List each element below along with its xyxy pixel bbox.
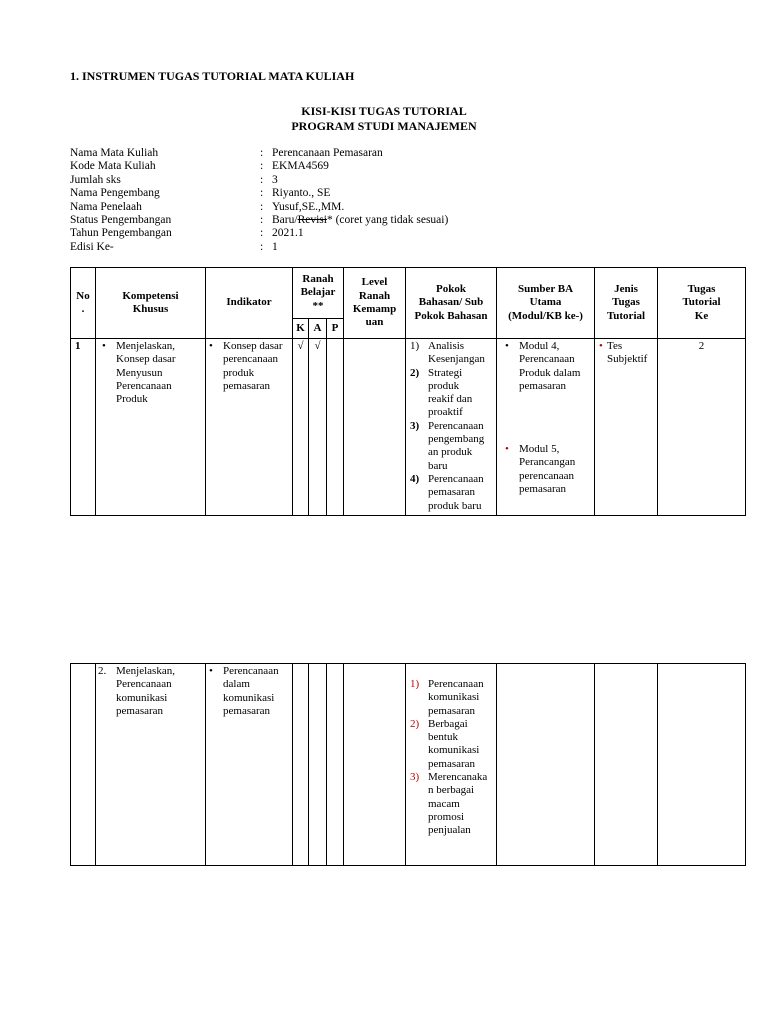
kisi-kisi-table-continued — [70, 663, 746, 866]
meta-row: Nama Penelaah : Yusuf,SE.,MM. — [70, 200, 345, 213]
meta-row: Nama Mata Kuliah : Perencanaan Pemasaran — [70, 147, 383, 159]
table-row — [71, 339, 746, 516]
cell-k — [293, 664, 309, 866]
cell-jenis-tugas: • Tes Subjektif — [595, 339, 658, 516]
header-no: No . — [71, 268, 96, 339]
cell-tugas-ke: 2 — [658, 339, 746, 516]
cell-a: √ — [309, 339, 327, 516]
header-sumber-ba: Sumber BA Utama (Modul/KB ke-) — [497, 268, 595, 339]
meta-row: Kode Mata Kuliah : EKMA4569 — [70, 160, 329, 173]
header-a: A — [309, 319, 327, 339]
header-tugas-ke: Tugas Tutorial Ke — [658, 268, 746, 339]
cell-jenis-tugas — [595, 664, 658, 866]
status-value: Baru/Revisi* (coret yang tidak sesuai) — [272, 214, 449, 227]
list-item: 3) Perencanaan pengembang an produk baru — [410, 419, 485, 472]
table-row — [71, 664, 746, 866]
course-metadata — [70, 147, 448, 254]
meta-row: Status Pengembangan : Baru/Revisi* (coret yang tidak sesuai) — [70, 214, 449, 227]
list-item: 3) Merencanaka n berbagai macam promosi penjualan — [410, 771, 488, 837]
list-item: 2) Berbagai bentuk komunikasi pemasaran — [410, 717, 480, 770]
list-item: 2) Strategi produk reakif dan proaktif — [410, 366, 473, 419]
header-indikator: Indikator — [206, 268, 293, 339]
document-title: KISI-KISI TUGAS TUTORIAL — [301, 104, 467, 118]
document-subtitle: PROGRAM STUDI MANAJEMEN — [291, 119, 477, 133]
list-item: 4) Perencanaan pemasaran produk baru — [410, 472, 484, 512]
header-ranah-belajar: Ranah Belajar ** — [293, 268, 344, 319]
header-pokok-bahasan: Pokok Bahasan/ Sub Pokok Bahasan — [406, 268, 497, 339]
section-heading: 1. INSTRUMEN TUGAS TUTORIAL MATA KULIAH — [70, 69, 355, 83]
cell-no: 1 — [71, 339, 96, 516]
cell-a — [309, 664, 327, 866]
cell-sumber-ba — [497, 664, 595, 866]
meta-row: Nama Pengembang : Riyanto., SE — [70, 187, 331, 200]
cell-sumber-ba: • Modul 4, Perencanaan Produk dalam pemasaran • Modul 5, Perancangan perencanaan pemasaran — [497, 339, 595, 516]
header-p: P — [327, 319, 344, 339]
cell-k: √ — [293, 339, 309, 516]
cell-indikator: • Perencanaan dalam komunikasi pemasaran — [206, 664, 293, 866]
header-k: K — [293, 319, 309, 339]
cell-p — [327, 339, 344, 516]
cell-tugas-ke — [658, 664, 746, 866]
meta-row: Tahun Pengembangan : 2021.1 — [70, 227, 304, 240]
list-item: 1) Perencanaan komunikasi pemasaran — [410, 678, 484, 717]
header-kompetensi: Kompetensi Khusus — [96, 268, 206, 339]
header-jenis-tugas: Jenis Tugas Tutorial — [595, 268, 658, 339]
cell-pokok-bahasan — [406, 339, 497, 516]
cell-pokok-bahasan — [406, 664, 497, 866]
list-item: 1) Analisis Kesenjangan — [410, 340, 485, 366]
header-level-ranah: Level Ranah Kemamp uan — [344, 268, 406, 339]
cell-indikator: • Konsep dasar perencanaan produk pemasaran — [206, 339, 293, 516]
cell-no-empty — [71, 664, 96, 866]
cell-kompetensi: • Menjelaskan, Konsep dasar Menyusun Perencanaan Produk — [96, 339, 206, 516]
kisi-kisi-table — [70, 267, 746, 516]
cell-p — [327, 664, 344, 866]
cell-level — [344, 339, 406, 516]
cell-kompetensi: 2. Menjelaskan, Perencanaan komunikasi pemasaran — [96, 664, 206, 866]
meta-row: Edisi Ke- : 1 — [70, 240, 278, 253]
meta-row: Jumlah sks : 3 — [70, 173, 278, 186]
cell-level — [344, 664, 406, 866]
